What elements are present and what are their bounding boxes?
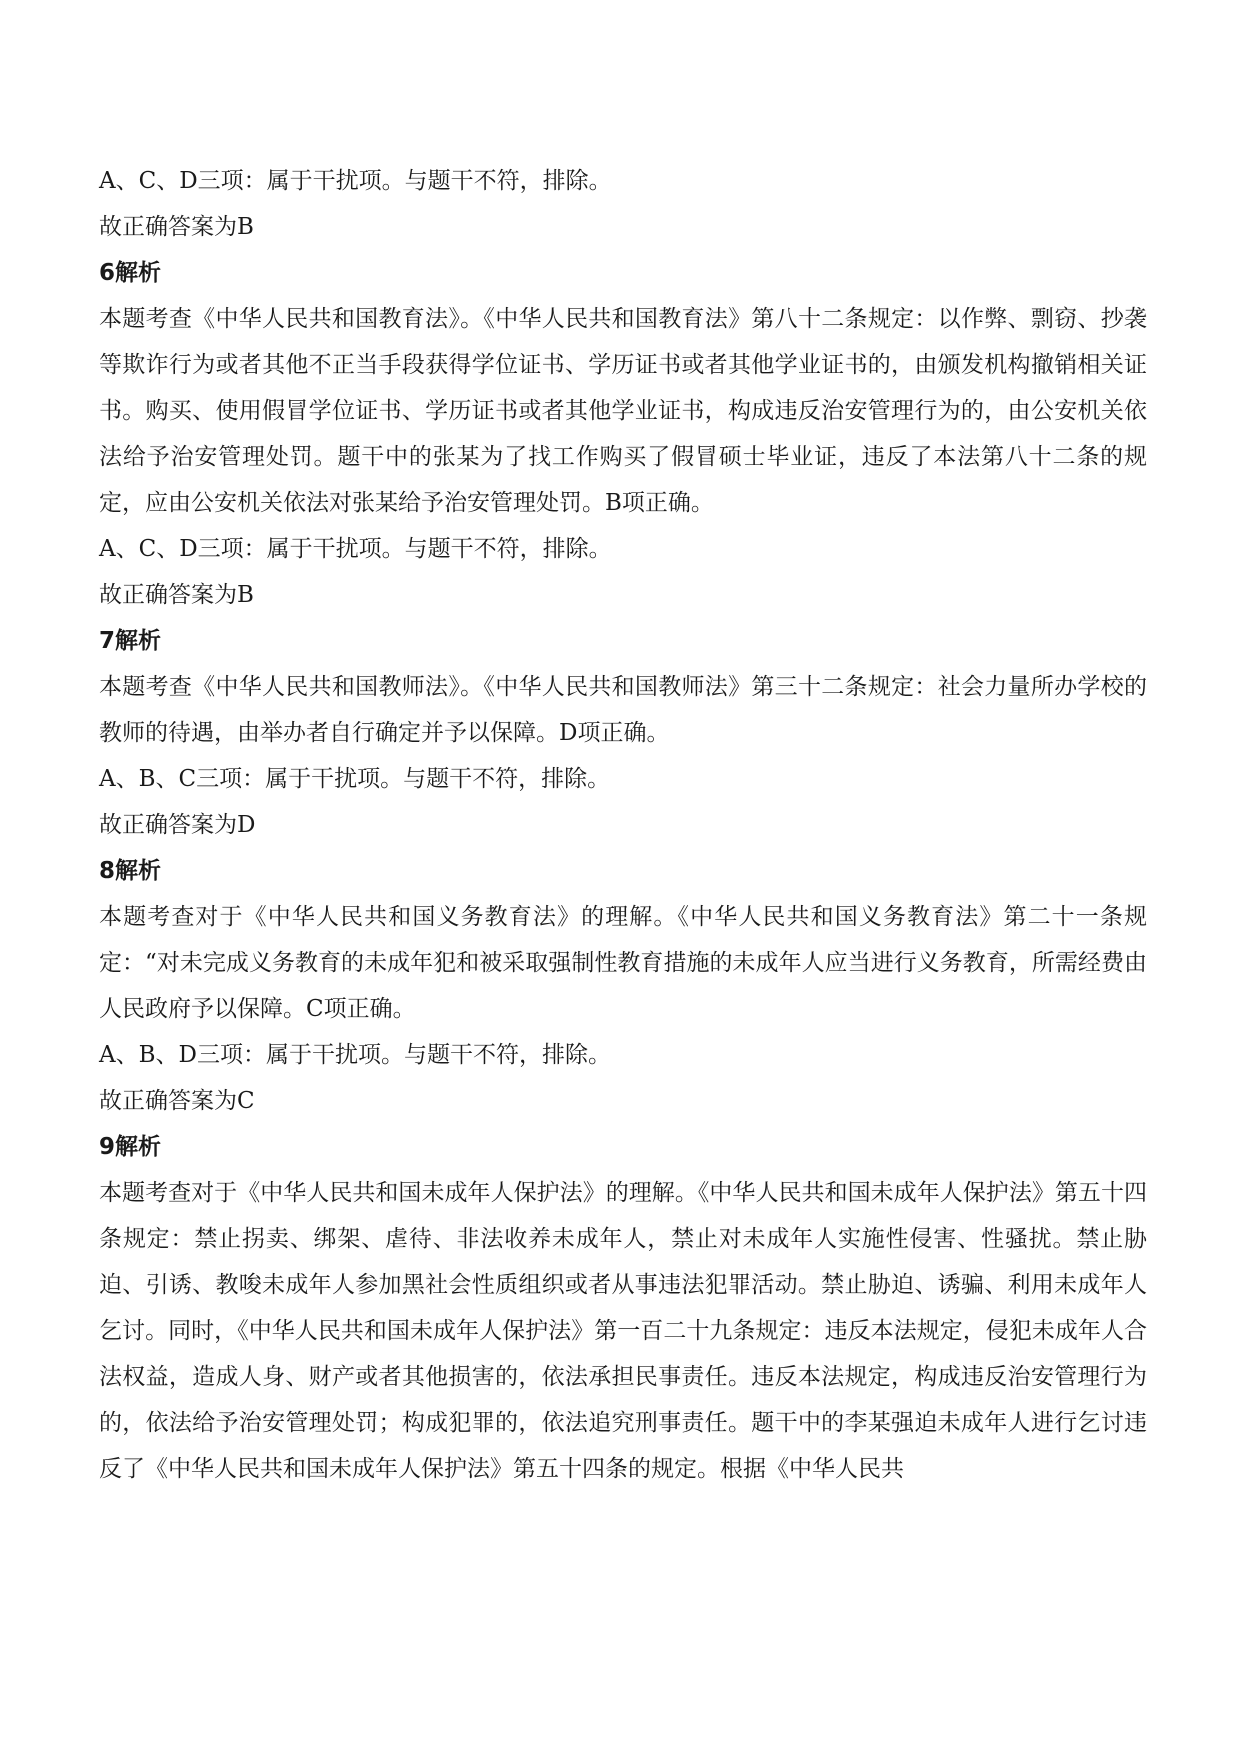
distractor-note-q7: A、B、C三项：属于干扰项。与题干不符，排除。 bbox=[99, 766, 611, 792]
section-heading-q8: 8解析 bbox=[99, 858, 162, 884]
explanation-q9: 本题考查对于《中华人民共和国未成年人保护法》的理解。《中华人民共和国未成年人保护法》第五十四条规定：禁止拐卖、绑架、虐待、非法收养未成年人，禁止对未成年人实施性侵害、性骚扰。禁止胁迫、引诱、教唆未成年人参加黑社会性质组织或者从事违法犯罪活动。禁止胁迫、诱骗、利用未成年人乞讨。同时，《中华人民共和国未成年人保护法》第一百二十九条规定：违反本法规定，侵犯未成年人合法权益，造成人身、财产或者其他损害的，依法承担民事责任。违反本法规定，构成违反治安管理行为的，依法给予治安管理处罚；构成犯罪的，依法追究刑事责任。题干中的李某强迫未成年人进行乞讨违反了《中华人民共和国未成年人保护法》第五十四条的规定。根据《中华人民共 bbox=[99, 1180, 1147, 1482]
section-heading-q6: 6解析 bbox=[99, 260, 162, 286]
answer-line-q7: 故正确答案为D bbox=[99, 812, 256, 838]
document-body bbox=[99, 158, 1147, 1492]
distractor-note-q5: A、C、D三项：属于干扰项。与题干不符，排除。 bbox=[99, 168, 612, 194]
explanation-q6: 本题考查《中华人民共和国教育法》。《中华人民共和国教育法》第八十二条规定：以作弊、剽窃、抄袭等欺诈行为或者其他不正当手段获得学位证书、学历证书或者其他学业证书的，由颁发机构撤销相关证书。购买、使用假冒学位证书、学历证书或者其他学业证书，构成违反治安管理行为的，由公安机关依法给予治安管理处罚。题干中的张某为了找工作购买了假冒硕士毕业证，违反了本法第八十二条的规定，应由公安机关依法对张某给予治安管理处罚。B项正确。 bbox=[99, 306, 1147, 516]
section-heading-q7: 7解析 bbox=[99, 628, 162, 654]
explanation-q7: 本题考查《中华人民共和国教师法》。《中华人民共和国教师法》第三十二条规定：社会力量所办学校的教师的待遇，由举办者自行确定并予以保障。D项正确。 bbox=[99, 674, 1147, 746]
answer-line-q5: 故正确答案为B bbox=[99, 214, 254, 240]
distractor-note-q8: A、B、D三项：属于干扰项。与题干不符，排除。 bbox=[99, 1042, 611, 1068]
answer-line-q8: 故正确答案为C bbox=[99, 1088, 255, 1114]
answer-line-q6: 故正确答案为B bbox=[99, 582, 254, 608]
explanation-q8: 本题考查对于《中华人民共和国义务教育法》的理解。《中华人民共和国义务教育法》第二十一条规定：“对未完成义务教育的未成年犯和被采取强制性教育措施的未成年人应当进行义务教育，所需经费由人民政府予以保障。C项正确。 bbox=[99, 904, 1147, 1022]
section-heading-q9: 9解析 bbox=[99, 1134, 162, 1160]
distractor-note-q6: A、C、D三项：属于干扰项。与题干不符，排除。 bbox=[99, 536, 612, 562]
